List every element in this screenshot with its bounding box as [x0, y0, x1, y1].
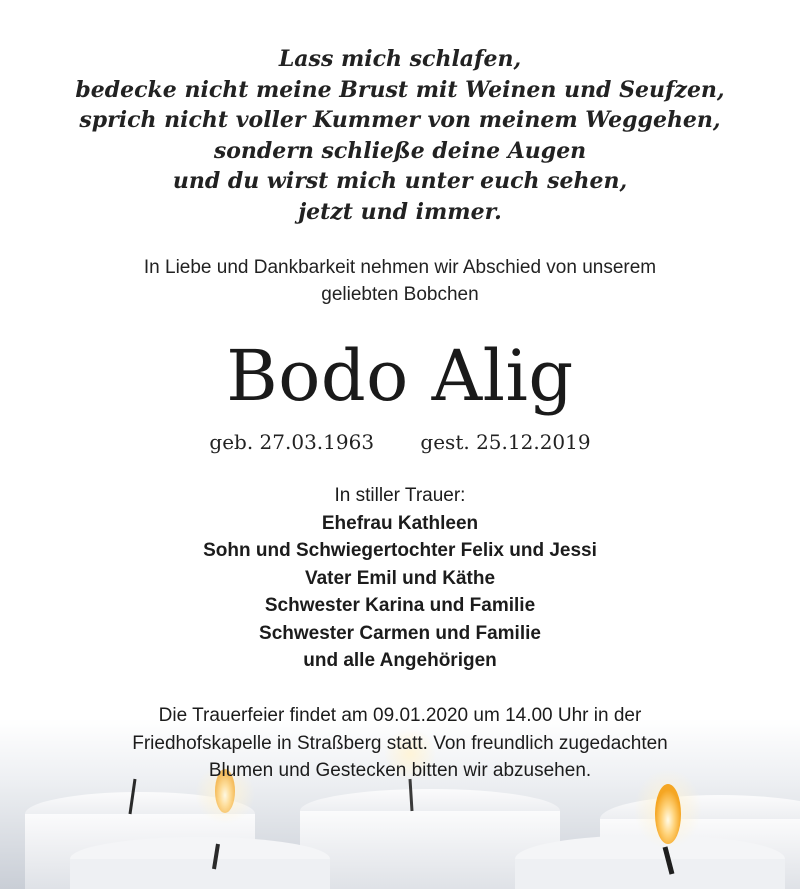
mourner: Schwester Karina und Familie [264, 595, 536, 616]
poem-line: und du wirst mich unter euch sehen, [172, 168, 628, 194]
birth-date: geb. 27.03.1963 [209, 430, 375, 454]
mourners-list [0, 482, 800, 675]
intro-text [0, 254, 800, 308]
mourner: Schwester Carmen und Familie [259, 622, 541, 644]
poem-line: jetzt und immer. [298, 198, 502, 225]
deceased-name: Bodo Alig [226, 335, 574, 417]
funeral-line: Die Trauerfeier findet am 09.01.2020 um 14.00 Uhr in der [158, 705, 642, 726]
poem-line: sprich nicht voller Kummer von meinem Weggehen, [79, 107, 721, 133]
mourners-heading: In stiller Trauer: [334, 485, 466, 506]
poem-line: Lass mich schlafen, [278, 46, 522, 72]
poem [0, 44, 800, 227]
poem-line: bedecke nicht meine Brust mit Weinen und Seufzen, [75, 76, 725, 103]
funeral-line: Friedhofskapelle in Straßberg statt. Von freundlich zugedachten [132, 732, 668, 754]
funeral-info [0, 702, 800, 785]
intro-line: geliebten Bobchen [321, 284, 479, 305]
funeral-line: Blumen und Gestecken bitten wir abzusehen. [208, 760, 592, 781]
mourner: Ehefrau Kathleen [321, 512, 479, 534]
life-dates [0, 427, 800, 457]
mourner: Sohn und Schwiegertochter Felix und Jessi [203, 540, 597, 561]
intro-line: In Liebe und Dankbarkeit nehmen wir Abschied von unserem [143, 257, 657, 278]
flame-icon [655, 784, 681, 844]
mourner: Vater Emil und Käthe [304, 567, 496, 589]
mourner: und alle Angehörigen [303, 650, 497, 671]
death-date: gest. 25.12.2019 [420, 430, 591, 454]
poem-line: sondern schließe deine Augen [213, 137, 587, 164]
